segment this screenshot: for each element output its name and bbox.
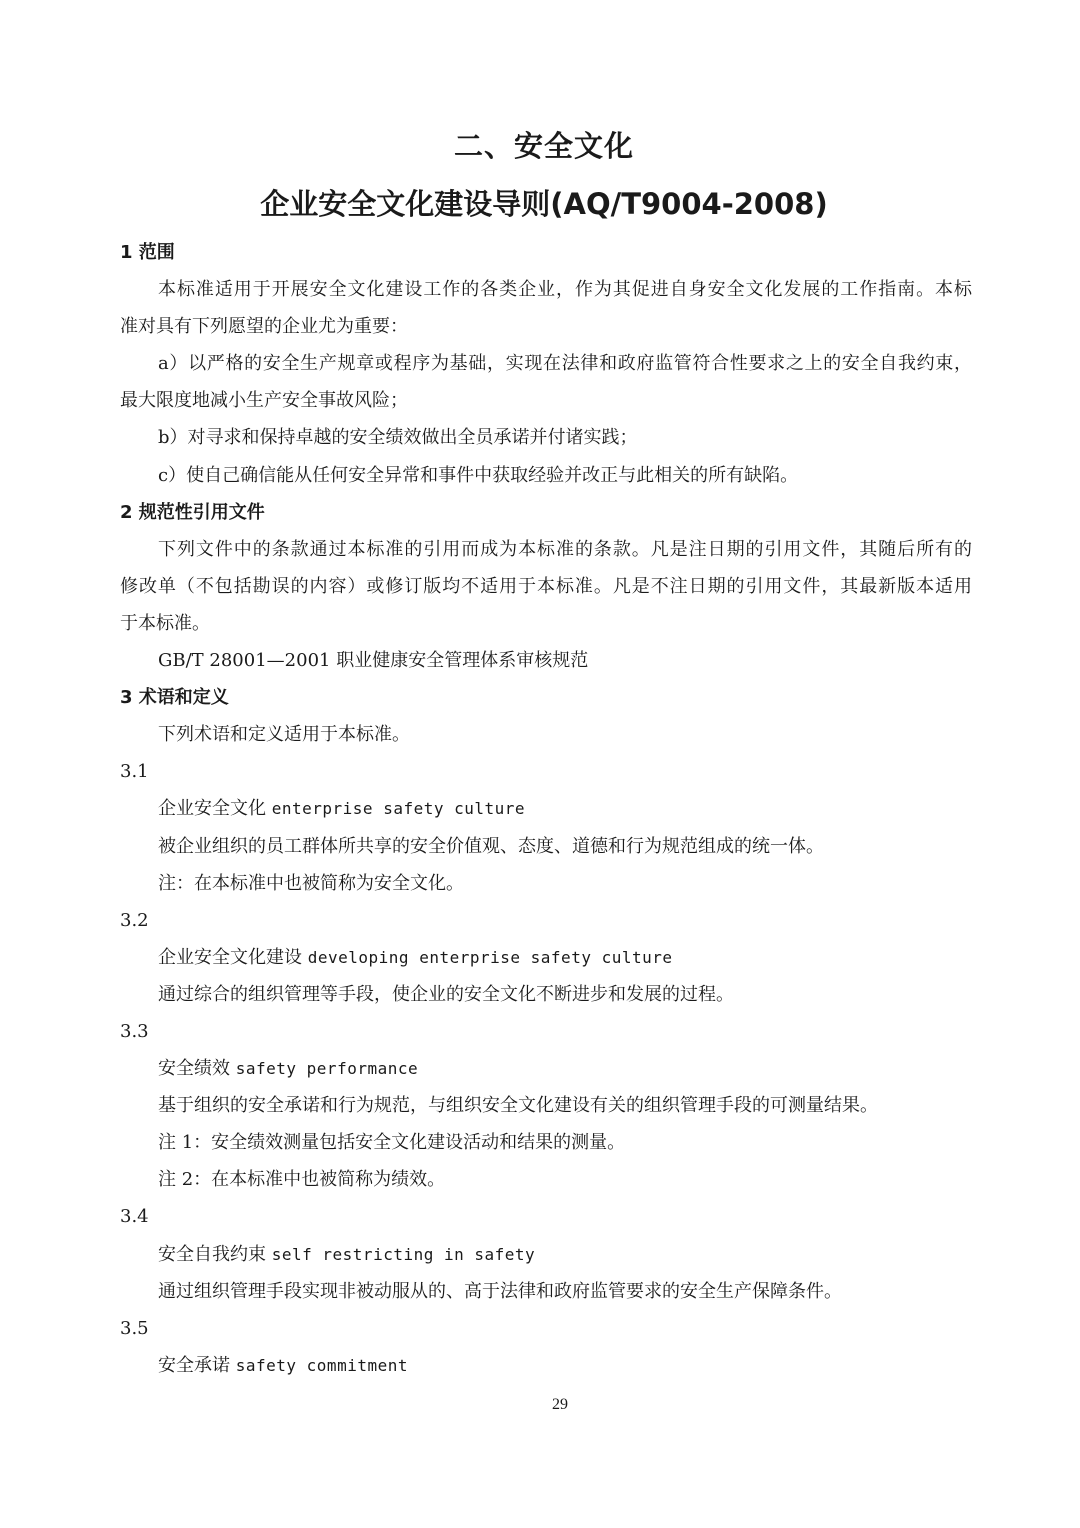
- term-number: 3.4: [120, 1206, 149, 1228]
- list-item-a-continued: 最大限度地减小生产安全事故风险；: [120, 390, 408, 412]
- section-2-heading: 2 规范性引用文件: [120, 501, 265, 523]
- term-cn: 安全自我约束: [158, 1243, 266, 1265]
- term-number: 3.2: [120, 909, 149, 931]
- paragraph-line: 修改单（不包括勘误的内容）或修订版均不适用于本标准。凡是不注日期的引用文件，其最新版本适用: [120, 575, 972, 597]
- term-number: 3.5: [120, 1317, 149, 1339]
- section-heading: 二、安全文化: [453, 129, 634, 163]
- term-cn: 企业安全文化建设: [158, 946, 302, 968]
- term-number: 3.1: [120, 761, 149, 783]
- paragraph-line: 本标准适用于开展安全文化建设工作的各类企业，作为其促进自身安全文化发展的工作指南。本标: [158, 279, 972, 301]
- document-body: [120, 234, 972, 1384]
- list-item-c: c）使自己确信能从任何安全异常和事件中获取经验并改正与此相关的所有缺陷。: [158, 464, 799, 486]
- term-en: safety commitment: [235, 1355, 408, 1375]
- term-definition: 通过综合的组织管理等手段，使企业的安全文化不断进步和发展的过程。: [158, 983, 734, 1005]
- paragraph-line: 下列术语和定义适用于本标准。: [158, 724, 410, 746]
- term-definition: 通过组织管理手段实现非被动服从的、高于法律和政府监管要求的安全生产保障条件。: [158, 1280, 842, 1302]
- section-3-heading: 3 术语和定义: [120, 687, 229, 709]
- term-en: enterprise safety culture: [271, 799, 526, 819]
- term-cn: 安全承诺: [158, 1354, 230, 1376]
- term-title: [120, 939, 972, 976]
- term-en: developing enterprise safety culture: [307, 947, 673, 967]
- page-number: 29: [552, 1396, 568, 1413]
- paragraph-line: 于本标准。: [120, 612, 210, 634]
- term-cn: 企业安全文化: [158, 798, 266, 820]
- term-title: [120, 790, 972, 827]
- term-note: 注 2：在本标准中也被简称为绩效。: [158, 1169, 446, 1191]
- paragraph-line: 准对具有下列愿望的企业尤为重要：: [120, 316, 408, 338]
- term-title: [120, 1050, 972, 1087]
- term-title: [120, 1347, 972, 1384]
- term-note: 注 1：安全绩效测量包括安全文化建设活动和结果的测量。: [158, 1132, 626, 1154]
- term-number: 3.3: [120, 1020, 149, 1042]
- term-note: 注：在本标准中也被简称为安全文化。: [158, 872, 464, 894]
- term-cn: 安全绩效: [158, 1058, 230, 1080]
- document-title: 企业安全文化建设导则(AQ/T9004-2008): [260, 187, 828, 221]
- paragraph-line: 下列文件中的条款通过本标准的引用而成为本标准的条款。凡是注日期的引用文件，其随后所有的: [158, 538, 972, 560]
- section-1-heading: 1 范围: [120, 242, 175, 263]
- term-definition: 被企业组织的员工群体所共享的安全价值观、态度、道德和行为规范组成的统一体。: [158, 835, 824, 857]
- term-definition: 基于组织的安全承诺和行为规范，与组织安全文化建设有关的组织管理手段的可测量结果。: [158, 1095, 878, 1117]
- list-item-b: b）对寻求和保持卓越的安全绩效做出全员承诺并付诸实践；: [158, 427, 638, 449]
- term-en: safety performance: [235, 1059, 419, 1079]
- term-title: [120, 1236, 972, 1273]
- term-en: self restricting in safety: [271, 1244, 536, 1264]
- normative-reference: GB/T 28001—2001 职业健康安全管理体系审核规范: [158, 650, 589, 672]
- list-item-a: a）以严格的安全生产规章或程序为基础，实现在法律和政府监管符合性要求之上的安全自我约束，: [158, 353, 972, 375]
